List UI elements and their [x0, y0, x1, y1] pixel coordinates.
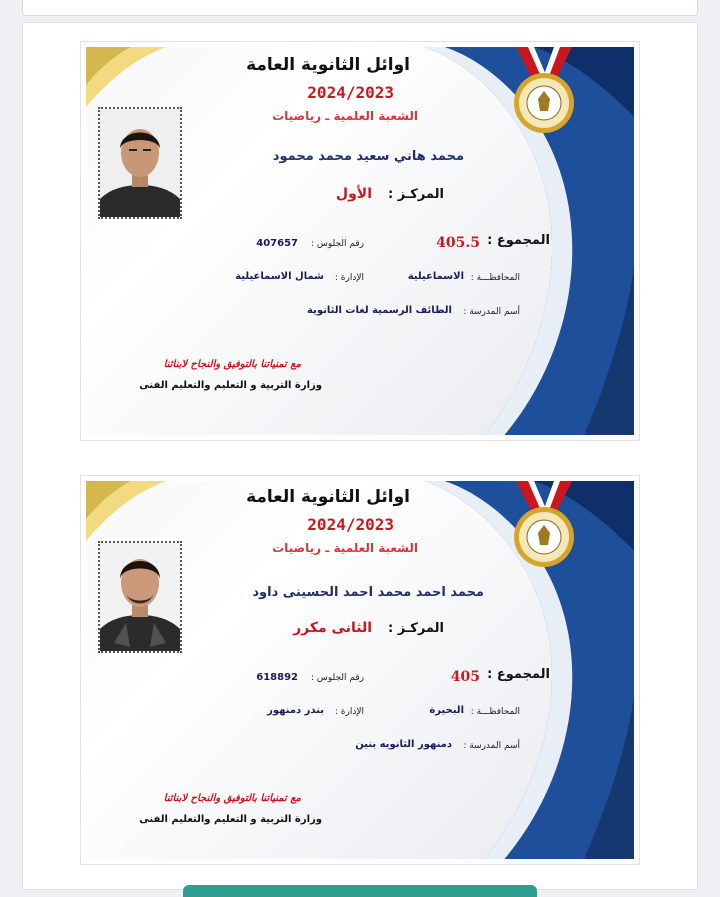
governorate-label: المحافظـــة :	[470, 707, 520, 717]
administration-label: الإدارة :	[334, 273, 364, 283]
card-branch: الشعبة العلمية ـ رياضيات	[272, 541, 418, 555]
rank-value: الأول	[335, 186, 372, 202]
administration-value: بندر دمنهور	[267, 705, 324, 716]
ministry-name: وزارة التربية و التعليم والتعليم الفنى	[139, 814, 322, 825]
administration-label: الإدارة :	[334, 707, 364, 717]
student-name: محمد احمد محمد احمد الحسينى داود	[252, 585, 484, 600]
honor-card-frame-2[interactable]	[80, 475, 640, 865]
ministry-seal-medal-icon	[506, 47, 582, 135]
administration-value: شمال الاسماعيلية	[235, 271, 324, 282]
rank-label: المركـز :	[388, 621, 444, 636]
card-year: 2024/2023	[307, 515, 394, 534]
school-label: أسم المدرسة :	[463, 741, 520, 751]
student-photo	[98, 107, 182, 219]
student-photo	[98, 541, 182, 653]
total-label: المجموع :	[487, 233, 550, 248]
ministry-seal-medal-icon	[506, 481, 582, 569]
wish-text: مع تمنياتنا بالتوفيق والنجاح لابنائنا	[163, 793, 301, 804]
wish-text: مع تمنياتنا بالتوفيق والنجاح لابنائنا	[163, 359, 301, 370]
honor-card-2	[86, 481, 634, 859]
honor-card-frame-1[interactable]	[80, 41, 640, 441]
card-year: 2024/2023	[307, 83, 394, 102]
bottom-action-button[interactable]	[183, 885, 537, 897]
honor-card-1	[86, 47, 634, 435]
rank-label: المركـز :	[388, 187, 444, 202]
school-label: أسم المدرسة :	[463, 307, 520, 317]
school-value: دمنهور الثانويه بنين	[355, 739, 452, 750]
card-branch: الشعبة العلمية ـ رياضيات	[272, 109, 418, 123]
school-value: الطائف الرسمية لغات الثانوية	[307, 305, 452, 316]
seat-value: 407657	[256, 238, 298, 249]
previous-post-edge	[22, 0, 698, 16]
post-content-panel	[22, 22, 698, 890]
ministry-name: وزارة التربية و التعليم والتعليم الفنى	[139, 380, 322, 391]
card-title: اوائل الثانوية العامة	[246, 487, 410, 507]
seat-value: 618892	[256, 672, 298, 683]
seat-label: رقم الجلوس :	[310, 239, 364, 249]
governorate-label: المحافظـــة :	[470, 273, 520, 283]
card-title: اوائل الثانوية العامة	[246, 55, 410, 75]
governorate-value: البحيرة	[429, 705, 464, 716]
seat-label: رقم الجلوس :	[310, 673, 364, 683]
student-name: محمد هاني سعيد محمد محمود	[272, 149, 464, 164]
total-value: 405	[450, 669, 480, 685]
governorate-value: الاسماعيلية	[407, 271, 464, 282]
rank-value: الثانى مكرر	[293, 620, 372, 636]
total-value: 405.5	[436, 235, 480, 251]
total-label: المجموع :	[487, 667, 550, 682]
